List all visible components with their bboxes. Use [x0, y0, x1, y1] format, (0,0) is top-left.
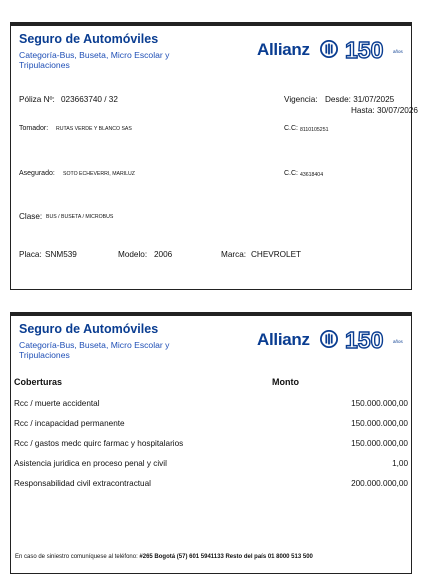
asegurado-cc-label: C.C: [284, 170, 298, 177]
coverage-name: Rcc / gastos medc quirc farmac y hospitalarios [14, 439, 184, 448]
coverage-row [14, 479, 408, 491]
coverage-amount: 150.000.000,00 [351, 399, 408, 408]
anniversary-150-logo [345, 327, 405, 351]
placa-label: Placa: [19, 250, 42, 259]
vigencia-desde: Desde: 31/07/2025 [325, 95, 395, 104]
tomador-cc-label: C.C: [284, 125, 298, 132]
svg-text:150: 150 [345, 37, 384, 61]
asegurado-label: Asegurado: [19, 170, 55, 177]
asegurado-cc-value: 43618404 [300, 172, 324, 178]
card-subtitle: Categoría-Bus, Buseta, Micro Escolar y Tripulaciones [19, 340, 170, 360]
placa-value: SNM539 [45, 250, 77, 259]
marca-label: Marca: [221, 250, 247, 259]
tomador-label: Tomador: [19, 125, 49, 132]
allianz-logo [257, 326, 407, 352]
coverage-row [14, 419, 408, 431]
modelo-value: 2006 [154, 250, 173, 259]
card-subtitle: Categoría-Bus, Buseta, Micro Escolar y Tripulaciones [19, 50, 170, 70]
svg-text:años: años [393, 49, 403, 54]
tomador-value: RUTAS VERDE Y BLANCO SAS [56, 126, 132, 132]
poliza-label: Póliza Nº: [19, 95, 55, 104]
coverage-amount: 150.000.000,00 [351, 439, 408, 448]
clase-value: BUS / BUSETA / MICROBUS [46, 214, 114, 220]
logo-wordmark: Allianz [257, 330, 310, 349]
asegurado-value: SOTO ECHEVERRI, MARILUZ [63, 171, 135, 177]
vigencia-hasta: Hasta: 30/07/2026 [351, 106, 418, 115]
tomador-cc-value: 8110105251 [300, 127, 329, 133]
footer-phones: #265 Bogotá (57) 601 5941133 Resto del país 01 8000 513 500 [139, 554, 313, 560]
poliza-value: 023663740 / 32 [61, 95, 118, 104]
footer-lead: En caso de siniestro comuníquese al teléfono: [15, 554, 138, 560]
marca-value: CHEVROLET [251, 250, 302, 259]
logo-wordmark: Allianz [257, 40, 310, 59]
coverage-amount: 150.000.000,00 [351, 419, 408, 428]
vigencia-label: Vigencia: [284, 95, 318, 104]
coverage-name: Asistencia juridica en proceso penal y civil [14, 459, 167, 468]
monto-header: Monto [272, 377, 299, 387]
card-top-border [11, 313, 411, 316]
coverage-row [14, 399, 408, 411]
allianz-eagle-icon [320, 330, 338, 348]
coverage-card [10, 312, 412, 574]
coverage-amount: 200.000.000,00 [351, 479, 408, 488]
coverage-amount: 1,00 [392, 459, 408, 468]
coverage-row [14, 459, 408, 471]
card-title: Seguro de Automóviles [19, 32, 159, 46]
modelo-label: Modelo: [118, 250, 148, 259]
policy-card [10, 22, 418, 290]
coverage-name: Rcc / incapacidad permanente [14, 419, 125, 428]
coverage-name: Rcc / muerte accidental [14, 399, 100, 408]
svg-text:años: años [393, 339, 403, 344]
card-title: Seguro de Automóviles [19, 322, 159, 336]
clase-label: Clase: [19, 212, 43, 221]
card-top-border [11, 23, 411, 26]
coverage-name: Responsabilidad civil extracontractual [14, 479, 151, 488]
allianz-logo [257, 36, 407, 62]
coverage-row [14, 439, 408, 451]
svg-text:150: 150 [345, 327, 384, 351]
coberturas-header: Coberturas [14, 377, 63, 387]
footer-contact [15, 554, 313, 560]
anniversary-150-logo [345, 37, 405, 61]
allianz-eagle-icon [320, 40, 338, 58]
